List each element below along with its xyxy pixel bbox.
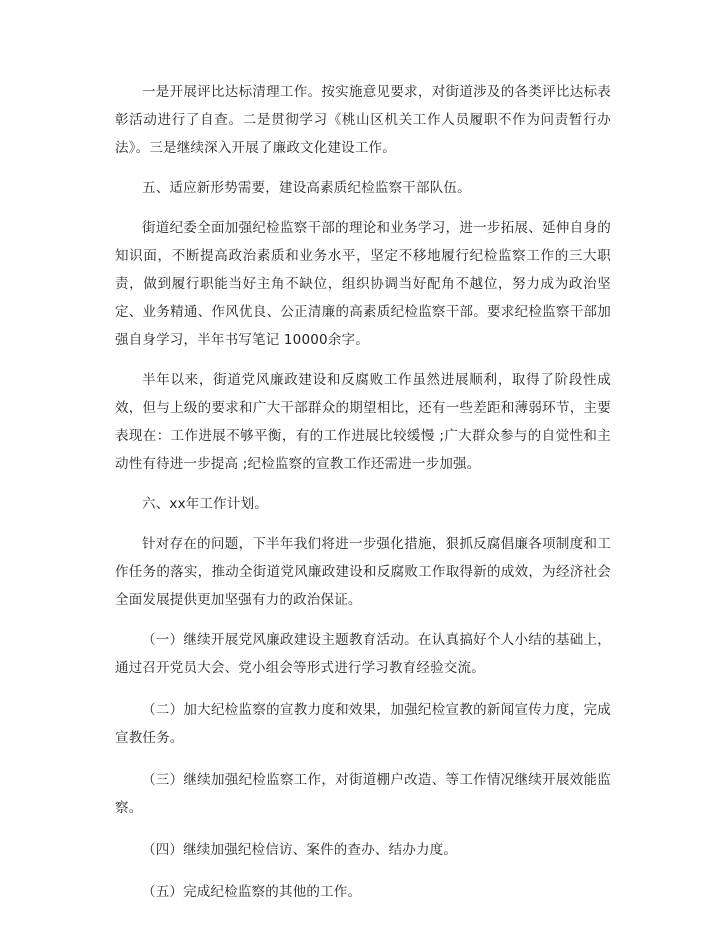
document-body	[115, 78, 611, 920]
plan-item-4: （四）继续加强纪检信访、案件的查办、结办力度。	[142, 842, 458, 858]
plan-item-3: （三）继续加强纪检监察工作，对街道棚户改造、等工作情况继续开展效能监察。	[115, 772, 611, 816]
paragraph-cadre-study: 街道纪委全面加强纪检监察干部的理论和业务学习，进一步拓展、延伸自身的知识面，不断提高政治素质和业务水平，坚定不移地履行纪检监察工作的三大职责，做到履行职能当好主角不缺位，组织协调当好配角不越位，努力成为政治坚定、业务精通、作风优良、公正清廉的高素质纪检监察干部。要求纪检监察干部加强自身学习，半年书写笔记 10000余字。	[115, 220, 611, 348]
paragraph-plan-intro: 针对存在的问题，下半年我们将进一步强化措施，狠抓反腐倡廉各项制度和工作任务的落实，推动全街道党风廉政建设和反腐败工作取得新的成效，为经济社会全面发展提供更加坚强有力的政治保证。	[115, 536, 611, 608]
paragraph-half-year-summary: 半年以来，街道党风廉政建设和反腐败工作虽然进展顺利，取得了阶段性成效，但与上级的要求和广大干部群众的期望相比，还有一些差距和薄弱环节，主要表现在：工作进展不够平衡，有的工作进展比较缓慢 ;广大群众参与的自觉性和主动性有待进一步提高 ;纪检监察的宣教工作还需进一步加强。	[115, 372, 611, 472]
paragraph-cleanup-work: 一是开展评比达标清理工作。按实施意见要求，对街道涉及的各类评比达标表彰活动进行了自查。二是贯彻学习《桃山区机关工作人员履职不作为问责暂行办法》。三是继续深入开展了廉政文化建设工作。	[115, 84, 611, 156]
plan-item-2: （二）加大纪检监察的宣教力度和效果，加强纪检宣教的新闻宣传力度，完成宣教任务。	[115, 702, 611, 746]
plan-item-5: （五）完成纪检监察的其他的工作。	[142, 884, 362, 900]
section-heading-five: 五、适应新形势需要，建设高素质纪检监察干部队伍。	[142, 180, 471, 196]
section-heading-six: 六、xx年工作计划。	[142, 496, 268, 512]
plan-item-1: （一）继续开展党风廉政建设主题教育活动。在认真搞好个人小结的基础上，通过召开党员大会、党小组会等形式进行学习教育经验交流。	[115, 632, 611, 676]
